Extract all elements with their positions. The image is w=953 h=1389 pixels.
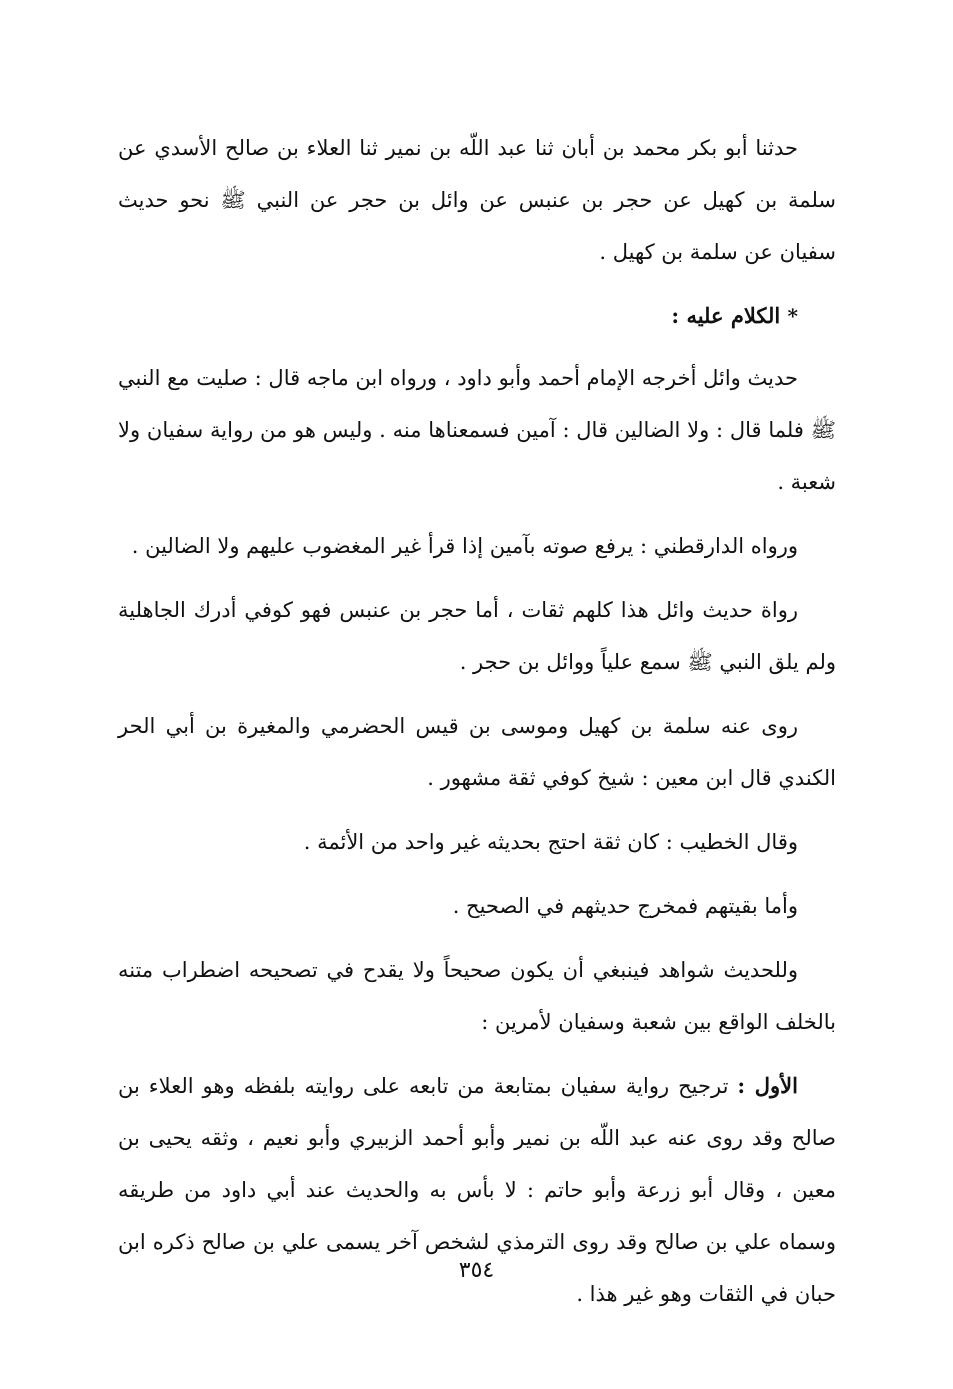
first-reason-text: ترجيح رواية سفيان بمتابعة من تابعه على روايته بلفظه وهو العلاء بن صالح وقد روى عنه عبد اللّه بن نمير وأبو أحمد الزبيري وأبو نعيم ، وثقه يحيى بن معين ، وقال أبو زرعة وأبو حاتم : لا بأس به والحديث عند أبي داود من طريقه وسماه علي بن صالح وقد روى الترمذي لشخص آخر يسمى علي بن صالح ذكره ابن حبان في الثقات وهو غير هذا . <box>118 1074 836 1306</box>
asterisk-icon: * <box>787 304 798 328</box>
paragraph-khatib: وقال الخطيب : كان ثقة احتج بحديثه غير واحد من الأئمة . <box>303 830 798 854</box>
paragraph-hadith-chain: حدثنا أبو بكر محمد بن أبان ثنا عبد اللّه بن نمير ثنا العلاء بن صالح الأسدي عن سلمة بن كهيل عن حجر بن عنبس عن وائل بن حجر عن النبي ﷺ نحو حديث سفيان عن سلمة بن كهيل . <box>118 136 836 264</box>
section-heading <box>118 290 836 342</box>
paragraph-narrators: رواة حديث وائل هذا كلهم ثقات ، أما حجر بن عنبس فهو كوفي أدرك الجاهلية ولم يلق النبي ﷺ سمع علياً ووائل بن حجر . <box>118 598 836 674</box>
paragraph-witnesses: وللحديث شواهد فينبغي أن يكون صحيحاً ولا يقدح في تصحيحه اضطراب متنه بالخلف الواقع بين شعبة وسفيان لأمرين : <box>118 958 836 1034</box>
paragraph-daraqutni: ورواه الدارقطني : يرفع صوته بآمين إذا قرأ غير المغضوب عليهم ولا الضالين . <box>131 534 798 558</box>
section-heading-text: الكلام عليه : <box>671 303 781 328</box>
page-number: ٣٥٤ <box>458 1258 495 1283</box>
first-reason-label: الأول : <box>737 1073 798 1098</box>
body-text <box>118 122 836 1332</box>
paragraph-remaining: وأما بقيتهم فمخرج حديثهم في الصحيح . <box>452 894 798 918</box>
paragraph-takhrij: حديث وائل أخرجه الإمام أحمد وأبو داود ، ورواه ابن ماجه قال : صليت مع النبي ﷺ فلما قال : ولا الضالين قال : آمين فسمعناها منه . وليس هو من رواية سفيان ولا شعبة . <box>118 366 836 494</box>
paragraph-narrated-from: روى عنه سلمة بن كهيل وموسى بن قيس الحضرمي والمغيرة بن أبي الحر الكندي قال ابن معين : شيخ كوفي ثقة مشهور . <box>118 714 836 790</box>
